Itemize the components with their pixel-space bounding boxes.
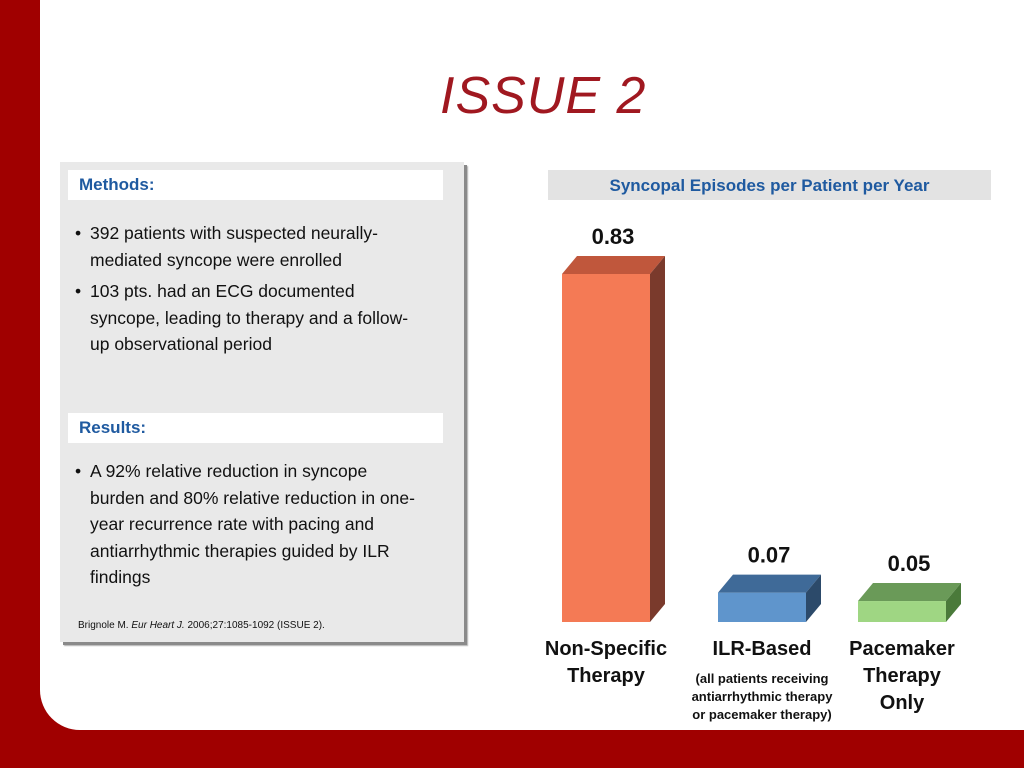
methods-list <box>75 220 420 363</box>
bar-top-2 <box>718 575 821 593</box>
category-note-2-2: antiarrhythmic therapy <box>691 689 833 704</box>
citation-author: Brignole M. <box>78 620 129 631</box>
methods-bullet: • 392 patients with suspected neurally-mediated syncope were enrolled <box>75 220 420 273</box>
value-label-2: 0.07 <box>747 542 791 568</box>
results-bullet: • A 92% relative reduction in syncope burden and 80% relative reduction in one-year recurrence rate with pacing and antiarrhythmic therapies guided by ILR findings <box>75 458 420 591</box>
citation <box>78 620 325 631</box>
results-list <box>75 458 420 596</box>
category-label-1-1: Non-Specific <box>544 638 668 660</box>
bar-front-2 <box>718 593 806 622</box>
results-label: Results: <box>68 413 443 443</box>
category-label-2-1: ILR-Based <box>712 638 812 660</box>
slide-frame-corner <box>40 690 80 730</box>
chart-title: Syncopal Episodes per Patient per Year <box>548 170 991 200</box>
bar-front-3 <box>858 601 946 622</box>
bar-top-1 <box>562 256 665 274</box>
slide-frame-bottom <box>0 730 1024 768</box>
slide-frame-left <box>0 0 40 768</box>
category-label-3-2: Therapy <box>863 665 941 687</box>
methods-bullet: • 103 pts. had an ECG documented syncope, leading to therapy and a follow-up observational period <box>75 278 420 358</box>
bar-front-1 <box>562 274 650 622</box>
category-label-3-1: Pacemaker <box>849 638 955 660</box>
bar-top-3 <box>858 583 961 601</box>
slide-title: ISSUE 2 <box>440 67 647 125</box>
syncope-bar-chart <box>500 210 1020 730</box>
value-label-3: 0.05 <box>887 551 931 577</box>
bar-side-1 <box>650 256 665 622</box>
category-note-2-3: or pacemaker therapy) <box>692 707 832 722</box>
category-label-3-3: Only <box>879 692 925 714</box>
value-label-1: 0.83 <box>591 224 635 249</box>
category-label-1-2: Therapy <box>567 665 645 687</box>
citation-details: 2006;27:1085-1092 (ISSUE 2). <box>187 620 325 631</box>
info-panel <box>60 162 464 642</box>
category-note-2-1: (all patients receiving <box>695 671 829 686</box>
methods-label: Methods: <box>68 170 443 200</box>
citation-journal: Eur Heart J. <box>131 620 185 631</box>
